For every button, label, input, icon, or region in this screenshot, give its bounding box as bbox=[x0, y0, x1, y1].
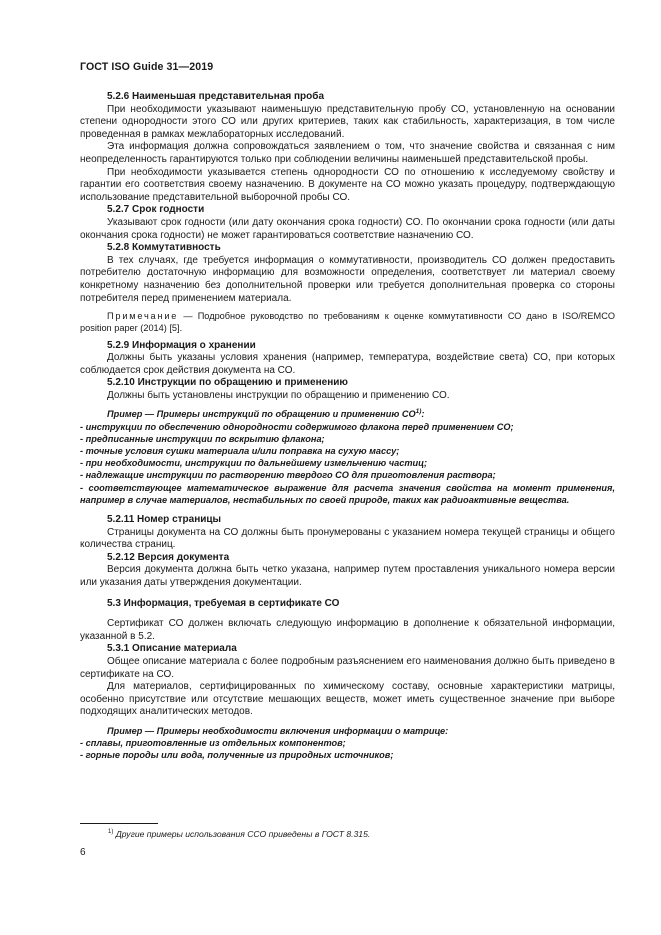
example-item: - соответствующее математическое выражение для расчета значения свойства на момент применения, например в случае материалов, нестабильных по своей природе, таких как радиоактивные вещества. bbox=[80, 482, 615, 505]
paragraph: Версия документа должна быть четко указана, например путем проставления уникального номера версии или указания даты утверждения документации. bbox=[80, 564, 615, 589]
note bbox=[80, 310, 615, 334]
paragraph: Указывают срок годности (или дату окончания срока годности) СО. По окончании срока годности (или даты окончания срока годности) не может гарантироваться соответствие назначению СО. bbox=[80, 216, 615, 241]
section-heading: 5.2.8 Коммутативность bbox=[107, 242, 221, 254]
paragraph: В тех случаях, где требуется информация о коммутативности, производитель СО должен предоставить потребителю достаточную информацию для возможности определения, соответствует ли материал своему конкретному назначению без дополнительной проверки или требуется дополнительная проверка со стороны потребителя перед применением материала. bbox=[80, 254, 615, 304]
section-heading: 5.2.9 Информация о хранении bbox=[107, 339, 256, 351]
document-body bbox=[80, 91, 615, 762]
example-block bbox=[80, 725, 615, 762]
section-heading: 5.2.12 Версия документа bbox=[107, 551, 230, 563]
example-item: - инструкции по обеспечению однородности содержимого флакона перед применением СО; bbox=[80, 421, 514, 432]
paragraph: При необходимости указывают наименьшую представительную пробу СО, установленную на основании степени однородности этого СО или других критериев, таких как стабильность, характеризация, в том числе проведенная в рамках межлабораторных исследований. bbox=[80, 103, 615, 140]
example-item: - надлежащие инструкции по растворению твердого СО для приготовления раствора; bbox=[80, 470, 496, 481]
section-heading: 5.2.11 Номер страницы bbox=[107, 514, 222, 526]
example-title: Пример — Примеры инструкций по обращению и применению СО$^{1)}$: bbox=[107, 408, 425, 420]
example-block bbox=[80, 408, 615, 506]
section-heading: 5.2.7 Срок годности bbox=[107, 204, 205, 216]
example-item: - точные условия сушки материала и/или поправка на сухую массу; bbox=[80, 446, 400, 457]
page-number: 6 bbox=[80, 847, 86, 858]
note-label: Примечание bbox=[107, 311, 179, 322]
footnote bbox=[108, 829, 370, 839]
example-item: - горные породы или вода, полученные из природных источников; bbox=[80, 750, 394, 761]
section-heading: 5.2.6 Наименьшая представительная проба bbox=[107, 91, 325, 102]
note-text: — Подробное руководство по требованиям к оценке коммутативности СО дано в ISO/REMCO position paper (2014) [5]. bbox=[80, 311, 615, 334]
paragraph: Сертификат СО должен включать следующую информацию в дополнение к обязательной информации, указанной в 5.2. bbox=[80, 618, 615, 642]
document-header: ГОСТ ISO Guide 31—2019 bbox=[80, 61, 214, 73]
example-item: - сплавы, приготовленные из отдельных компонентов; bbox=[80, 738, 346, 749]
example-item: - предписанные инструкции по вскрытию флакона; bbox=[80, 433, 325, 444]
paragraph: Общее описание материала с более подробным разъяснением его наименования должно быть приведено в сертификате на СО. bbox=[80, 656, 615, 680]
paragraph: Должны быть указаны условия хранения (например, температура, воздействие света) СО, при которых соблюдается срок действия документа на СО. bbox=[80, 352, 615, 376]
example-item: - при необходимости, инструкции по дальнейшему измельчению частиц; bbox=[80, 458, 428, 469]
paragraph: Эта информация должна сопровождаться заявлением о том, что значение свойства и связанная с ним неопределенность гарантируются только при соблюдении величины наименьшей представительской пробы. bbox=[80, 141, 615, 165]
paragraph: При необходимости указывается степень однородности СО по отношению к исследуемому свойству и гарантии его соответствия своему назначению. В документе на СО можно указать процедуру, подтверждающую использование представительной выборочной пробы СО. bbox=[80, 166, 615, 203]
paragraph: Для материалов, сертифицированных по химическому составу, основные характеристики матрицы, особенно присутствие или отсутствие мешающих веществ, может иметь существенное значение при выборе подходящих аналитических методов. bbox=[80, 681, 615, 718]
section-heading: 5.3.1 Описание материала bbox=[107, 643, 237, 655]
footnote-divider bbox=[80, 823, 158, 824]
paragraph: Должны быть установлены инструкции по обращению и применению СО. bbox=[107, 389, 450, 401]
footnote-mark: 1) bbox=[108, 829, 114, 836]
section-heading: 5.2.10 Инструкции по обращению и применению bbox=[107, 377, 348, 389]
footnote-text: Другие примеры использования ССО приведены в ГОСТ 8.315. bbox=[115, 829, 371, 839]
paragraph: Страницы документа на СО должны быть пронумерованы с указанием номера текущей страницы и общего количества страниц. bbox=[80, 526, 615, 551]
section-heading: 5.3 Информация, требуемая в сертификате СО bbox=[107, 597, 340, 609]
footnote-ref[interactable]: 1) bbox=[415, 408, 422, 416]
example-title: Пример — Примеры необходимости включения информации о матрице: bbox=[107, 726, 449, 736]
